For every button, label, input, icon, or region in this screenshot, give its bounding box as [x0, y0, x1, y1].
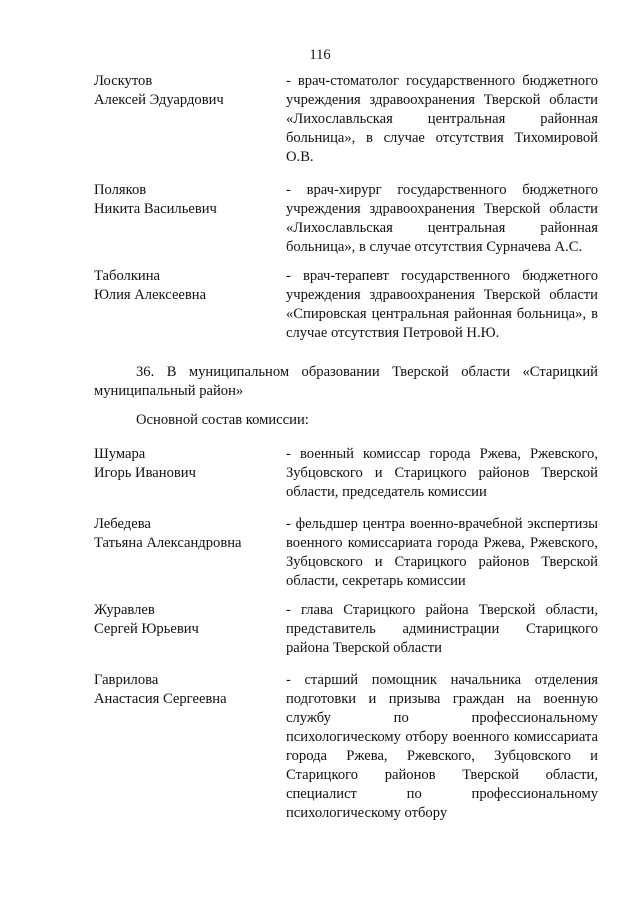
list-item-tabolkina	[94, 267, 598, 343]
member-surname: Журавлев	[94, 602, 155, 618]
member-name	[94, 601, 286, 658]
page-number: 116	[309, 47, 331, 63]
member-surname: Шумара	[94, 446, 146, 462]
member-name	[94, 181, 286, 257]
member-position: - фельдшер центра военно-врачебной экспертизы военного комиссариата города Ржева, Ржевского, Зубцовского и Старицкого районов Тверской области, секретарь комиссии	[286, 516, 598, 589]
member-position: - врач-терапевт государственного бюджетного учреждения здравоохранения Тверской области «Спировская центральная районная больница», в случае отсутствия Петровой Н.Ю.	[286, 268, 598, 341]
member-given-name: Татьяна Александровна	[94, 535, 242, 551]
member-name	[94, 72, 286, 167]
member-position: - старший помощник начальника отделения подготовки и призыва граждан на военную службу по профессиональному психологическому отбору военного комиссариата города Ржева, Ржевского, Зубцовского и Старицкого районов Тверской области, специалист по профессиональному психологическому отбору	[286, 672, 598, 821]
commission-composition-heading: Основной состав комиссии:	[136, 412, 309, 428]
member-surname: Поляков	[94, 182, 147, 198]
member-given-name: Алексей Эдуардович	[94, 92, 224, 108]
list-item-loskutov	[94, 72, 598, 167]
member-given-name: Сергей Юрьевич	[94, 621, 199, 637]
member-position: - врач-хирург государственного бюджетного учреждения здравоохранения Тверской области «Лихославльская центральная районная больница», в случае отсутствия Сурначева А.С.	[286, 182, 598, 255]
list-item-lebedeva	[94, 515, 598, 591]
member-position: - врач-стоматолог государственного бюджетного учреждения здравоохранения Тверской области «Лихославльская центральная районная больница», в случае отсутствия Тихомировой О.В.	[286, 73, 598, 165]
member-name	[94, 515, 286, 591]
member-surname: Таболкина	[94, 268, 161, 284]
member-given-name: Никита Васильевич	[94, 201, 217, 217]
member-position: - военный комиссар города Ржева, Ржевского, Зубцовского и Старицкого районов Тверской области, председатель комиссии	[286, 446, 598, 500]
section-heading: 36. В муниципальном образовании Тверской области «Старицкий муниципальный район»	[94, 364, 598, 399]
member-surname: Лебедева	[94, 516, 151, 532]
member-given-name: Анастасия Сергеевна	[94, 691, 227, 707]
member-name	[94, 267, 286, 343]
member-given-name: Игорь Иванович	[94, 465, 196, 481]
list-item-polyakov	[94, 181, 598, 257]
list-item-zhuravlev	[94, 601, 598, 658]
member-name	[94, 671, 286, 823]
list-item-shumara	[94, 445, 598, 502]
member-position: - глава Старицкого района Тверской области, представитель администрации Старицкого района Тверской области	[286, 602, 598, 656]
list-item-gavrilova	[94, 671, 598, 823]
member-given-name: Юлия Алексеевна	[94, 287, 207, 303]
member-surname: Лоскутов	[94, 73, 153, 89]
member-surname: Гаврилова	[94, 672, 159, 688]
member-name	[94, 445, 286, 502]
